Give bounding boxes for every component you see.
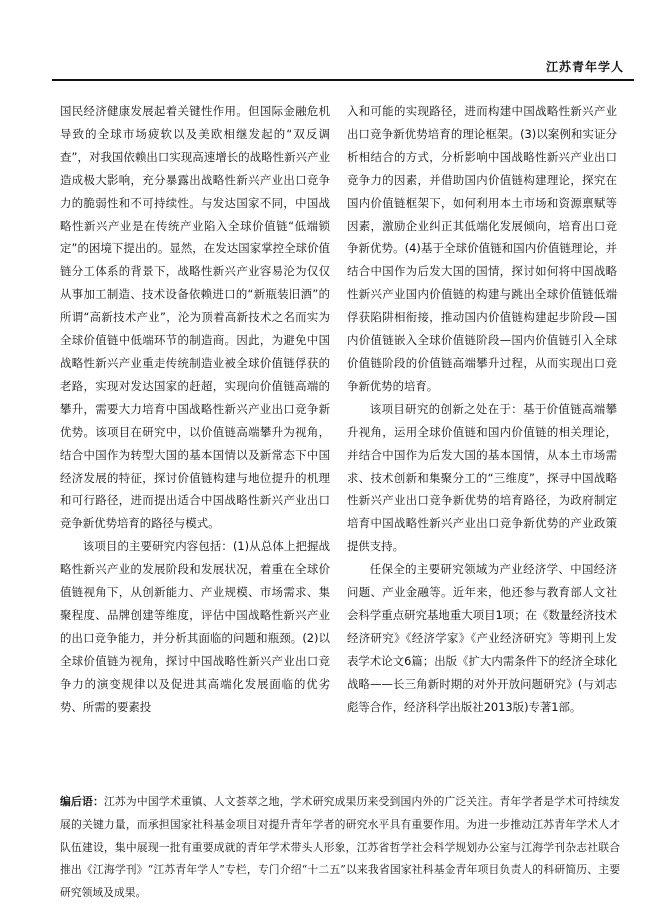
paragraph-innovation: 该项目研究的创新之处在于：基于价值链高端攀升视角，运用全球价值链和国内价值链的相关理论，并结合中国作为后发大国的基本国情，从本土市场需求、技术创新和集聚分工的“三维度”，探寻中国战略性新兴产业出口竞争新优势的培育路径，为政府制定培育中国战略性新兴产业出口竞争新优势的产业政策提供支持。 [347, 401, 617, 554]
left-column [60, 100, 330, 718]
paragraph-continuation: 国民经济健康发展起着关键性作用。但国际金融危机导致的全球市场疲软以及美欧相继发起的“双反调查”，对我国依赖出口实现高速增长的战略性新兴产业造成极大影响，充分暴露出战略性新兴产业出口竞争力的脆弱性和不可持续性。与发达国家不同，中国战略性新兴产业是在传统产业陷入全球价值链“低端锁定”的困境下提出的。显然，在发达国家掌控全球价值链分工体系的背景下，战略性新兴产业容易沦为仅仅从事加工制造、技术设备依赖进口的“新瓶装旧酒”的所谓“高新技术产业”，沦为顶着高新技术之名而实为全球价值链中低端环节的制造商。因此，为避免中国战略性新兴产业重走传统制造业被全球价值链俘获的老路，实现对发达国家的赶超，实现向价值链高端的攀升，需要大力培育中国战略性新兴产业出口竞争新优势。该项目在研究中，以价值链高端攀升为视角，结合中国作为转型大国的基本国情以及新常态下中国经济发展的特征，探讨价值链构建与地位提升的机理和可行路径，进而提出适合中国战略性新兴产业出口竞争新优势培育的路径与模式。 [60, 104, 330, 531]
paragraph-research-content: 该项目的主要研究内容包括：(1)从总体上把握战略性新兴产业的发展阶段和发展状况，着重在全球价值链视角下，从创新能力、产业规模、市场需求、集聚程度、品牌创建等维度，评估中国战略性新兴产业的出口竞争能力，并分析其面临的问题和瓶颈。(2)以全球价值链为视角，探讨中国战略性新兴产业出口竞争力的演变规律以及促进其高端化发展面临的优劣势、所需的要素投 [60, 539, 330, 714]
editor-note-text: 江苏为中国学术重镇、人文荟萃之地，学术研究成果历来受到国内外的广泛关注。青年学者是学术可持续发展的关键力量，而承担国家社科基金项目对提升青年学者的研究水平具有重要作用。为进一步推动江苏青年学术人才队伍建设，集中展现一批有重要成就的青年学术带头人形象，江苏省哲学社会科学规划办公室与江海学刊杂志社联合推出《江海学刊》“江苏青年学人”专栏，专门介绍“十二五”以来我省国家社科基金青年项目负责人的科研简历、主要研究领域及成果。 [60, 795, 620, 900]
paragraph-author-bio: 任保全的主要研究领域为产业经济学、中国经济问题、产业金融等。近年来，他还参与教育部人文社会科学重点研究基地重大项目1项；在《数量经济技术经济研究》《经济学家》《产业经济研究》等期刊上发表学术论文6篇；出版《扩大内需条件下的经济全球化战略——长三角新时期的对外开放问题研究》(与刘志彪等合作，经济科学出版社2013版)专著1部。 [347, 562, 617, 714]
paragraph-research-content-cont: 入和可能的实现路径，进而构建中国战略性新兴产业出口竞争新优势培育的理论框架。(3)以案例和实证分析相结合的方式，分析影响中国战略性新兴产业出口竞争力的因素，并借助国内价值链构建理论，探究在国内价值链框架下，如何利用本土市场和资源禀赋等因素，激励企业纠正其低端化发展倾向，培育出口竞争新优势。(4)基于全球价值链和国内价值链理论，并结合中国作为后发大国的国情，探讨如何将中国战略性新兴产业国内价值链的构建与跳出全球价值链低端俘获陷阱相衔接，推动国内价值链构建起步阶段—国内价值链嵌入全球价值链阶段—国内价值链引入全球价值链阶段的价值链高端攀升过程，从而实现出口竞争新优势的培育。 [347, 104, 617, 393]
header-divider [52, 79, 634, 81]
editor-note-label: 编后语： [60, 795, 104, 808]
journal-title: 江苏青年学人 [545, 60, 624, 74]
right-column [347, 100, 617, 718]
editor-note [60, 791, 620, 905]
